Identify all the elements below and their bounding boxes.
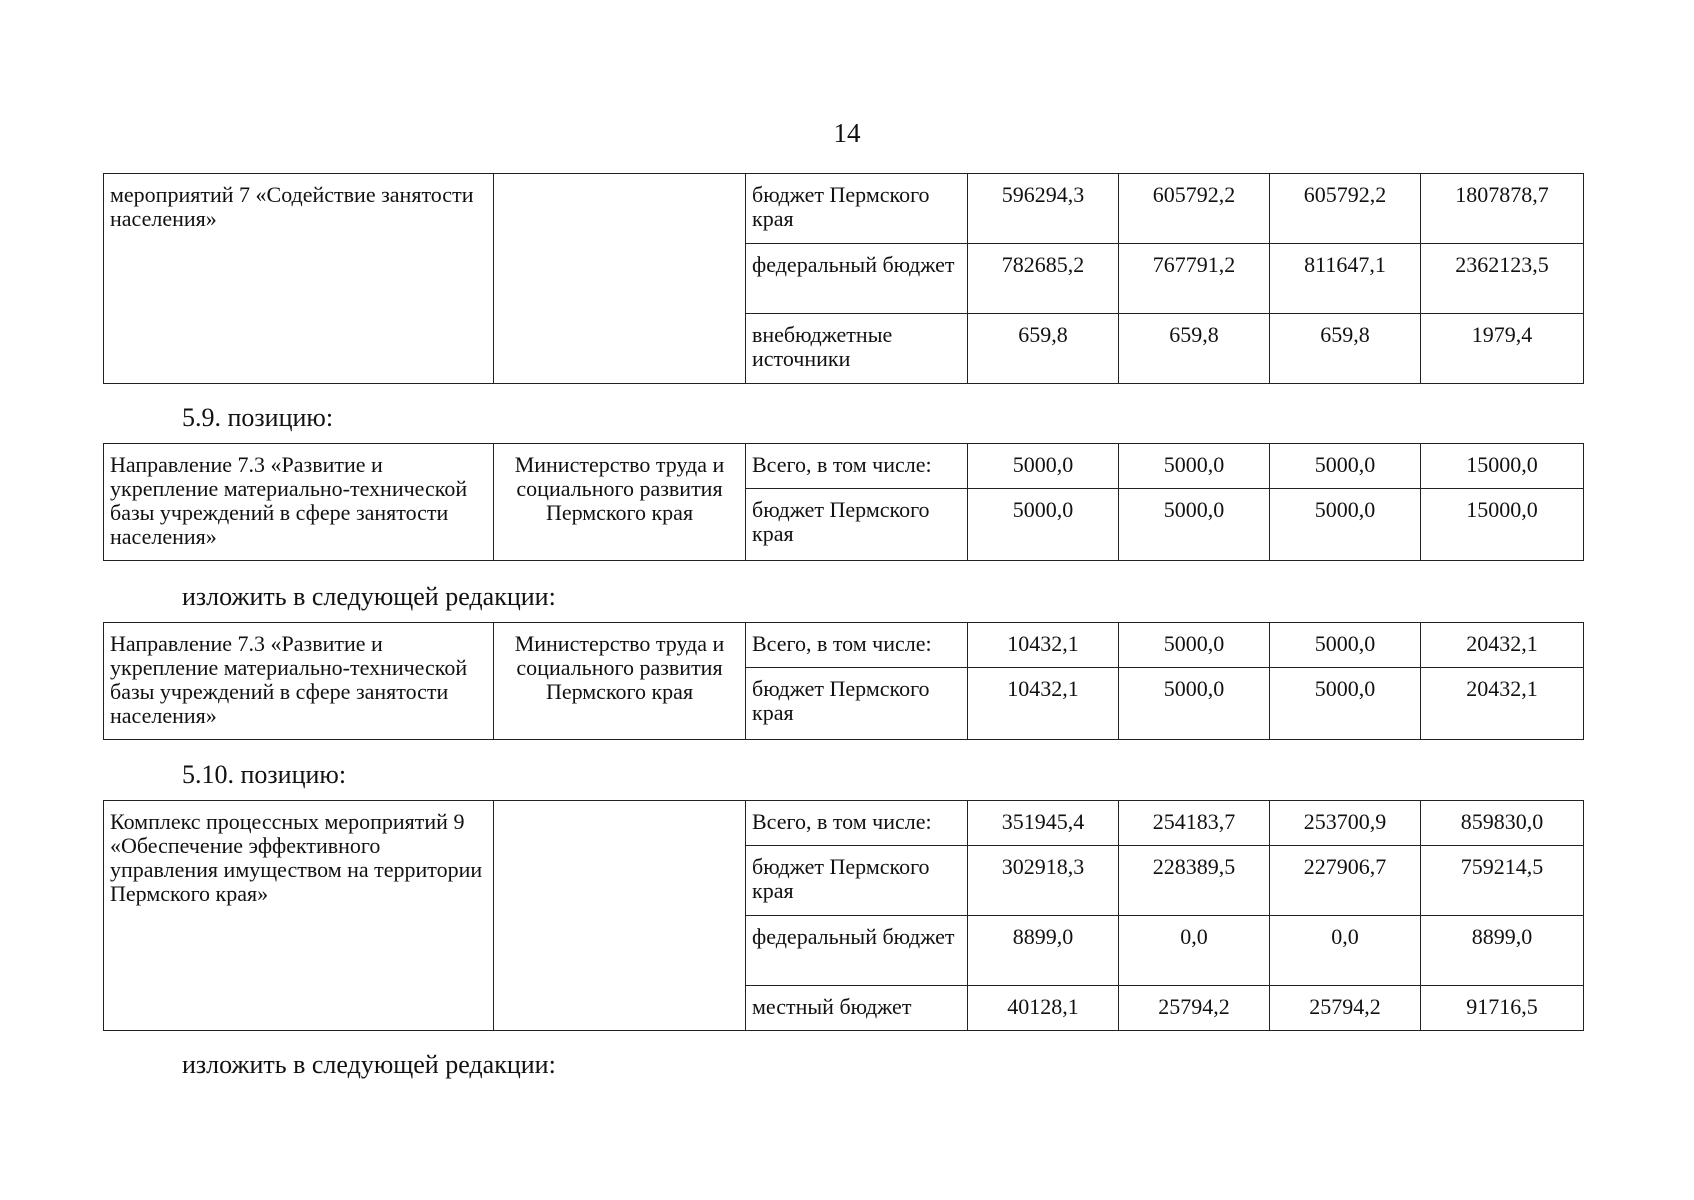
table-row: [104, 174, 1584, 244]
value-cell: 5000,0: [1119, 444, 1270, 489]
value-cell: 10432,1: [968, 668, 1119, 740]
value-cell: 302918,3: [968, 846, 1119, 916]
executor-cell: [494, 801, 746, 1031]
funding-table-property-management: [103, 800, 1584, 1031]
funding-table-direction-old: [103, 443, 1584, 561]
funding-source-cell: федеральный бюджет: [746, 244, 968, 314]
value-cell: 782685,2: [968, 244, 1119, 314]
funding-table-direction-new: [103, 622, 1584, 740]
value-cell: 5000,0: [1119, 668, 1270, 740]
value-cell: 8899,0: [968, 916, 1119, 986]
value-cell: 91716,5: [1421, 986, 1584, 1031]
value-cell: 228389,5: [1119, 846, 1270, 916]
funding-source-cell: внебюджетные источники: [746, 314, 968, 384]
value-cell: 5000,0: [1270, 623, 1421, 668]
value-cell: 20432,1: [1421, 668, 1584, 740]
program-name-cell: Направление 7.3 «Развитие и укрепление материально-технической базы учреждений в сфере занятости населения»: [104, 623, 494, 740]
value-cell: 25794,2: [1119, 986, 1270, 1031]
value-cell: 254183,7: [1119, 801, 1270, 846]
section-heading: 5.10. позицию:: [182, 760, 347, 789]
value-cell: 253700,9: [1270, 801, 1421, 846]
table-row: [104, 444, 1584, 489]
value-cell: 227906,7: [1270, 846, 1421, 916]
value-cell: 859830,0: [1421, 801, 1584, 846]
funding-source-cell: бюджет Пермского края: [746, 846, 968, 916]
value-cell: 15000,0: [1421, 489, 1584, 561]
value-cell: 596294,3: [968, 174, 1119, 244]
funding-source-cell: Всего, в том числе:: [746, 444, 968, 489]
value-cell: 5000,0: [1119, 489, 1270, 561]
value-cell: 40128,1: [968, 986, 1119, 1031]
value-cell: 759214,5: [1421, 846, 1584, 916]
program-name-cell: Направление 7.3 «Развитие и укрепление материально-технической базы учреждений в сфере занятости населения»: [104, 444, 494, 561]
funding-source-cell: бюджет Пермского края: [746, 489, 968, 561]
funding-source-cell: Всего, в том числе:: [746, 801, 968, 846]
value-cell: 0,0: [1270, 916, 1421, 986]
value-cell: 659,8: [1119, 314, 1270, 384]
value-cell: 25794,2: [1270, 986, 1421, 1031]
program-name-cell: Комплекс процессных мероприятий 9 «Обеспечение эффективного управления имуществом на территории Пермского края»: [104, 801, 494, 1031]
value-cell: 605792,2: [1270, 174, 1421, 244]
value-cell: 605792,2: [1119, 174, 1270, 244]
table-row: [104, 801, 1584, 846]
value-cell: 1979,4: [1421, 314, 1584, 384]
program-name-cell: мероприятий 7 «Содействие занятости населения»: [104, 174, 494, 384]
section-heading: 5.9. позицию:: [182, 403, 334, 432]
value-cell: 20432,1: [1421, 623, 1584, 668]
value-cell: 811647,1: [1270, 244, 1421, 314]
table-row: [104, 623, 1584, 668]
section-heading: изложить в следующей редакции:: [182, 582, 556, 611]
funding-source-cell: местный бюджет: [746, 986, 968, 1031]
funding-source-cell: Всего, в том числе:: [746, 623, 968, 668]
value-cell: 1807878,7: [1421, 174, 1584, 244]
value-cell: 5000,0: [968, 444, 1119, 489]
section-heading: изложить в следующей редакции:: [182, 1050, 556, 1079]
funding-source-cell: бюджет Пермского края: [746, 174, 968, 244]
value-cell: 659,8: [1270, 314, 1421, 384]
executor-cell: [494, 174, 746, 384]
value-cell: 5000,0: [1270, 668, 1421, 740]
value-cell: 659,8: [968, 314, 1119, 384]
value-cell: 5000,0: [1119, 623, 1270, 668]
page-number: 14: [833, 118, 861, 148]
value-cell: 351945,4: [968, 801, 1119, 846]
funding-source-cell: бюджет Пермского края: [746, 668, 968, 740]
funding-source-cell: федеральный бюджет: [746, 916, 968, 986]
value-cell: 0,0: [1119, 916, 1270, 986]
value-cell: 2362123,5: [1421, 244, 1584, 314]
value-cell: 15000,0: [1421, 444, 1584, 489]
value-cell: 5000,0: [1270, 489, 1421, 561]
executor-cell: Министерство труда и социального развития Пермского края: [494, 444, 746, 561]
value-cell: 8899,0: [1421, 916, 1584, 986]
value-cell: 5000,0: [968, 489, 1119, 561]
value-cell: 767791,2: [1119, 244, 1270, 314]
value-cell: 5000,0: [1270, 444, 1421, 489]
executor-cell: Министерство труда и социального развития Пермского края: [494, 623, 746, 740]
value-cell: 10432,1: [968, 623, 1119, 668]
funding-table-employment: [103, 173, 1584, 384]
